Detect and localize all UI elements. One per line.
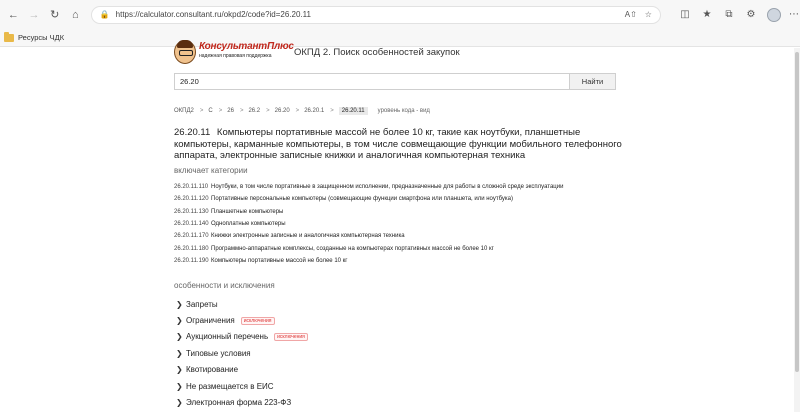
list-item[interactable] [174,181,604,193]
url-text: https://calculator.consultant.ru/okpd2/code?id=26.20.11 [115,10,311,19]
breadcrumb-item[interactable]: 26.2 [248,108,261,114]
category-name: Портативные персональные компьютеры (совмещающие функции смартфона или планшета, или ноутбука) [211,196,513,203]
favorite-star-icon[interactable]: ☆ [644,10,652,19]
scrollbar-thumb[interactable] [795,52,799,372]
code-heading [174,127,624,162]
lock-icon: 🔒 [99,10,110,19]
logo-mascot-icon [174,40,196,64]
search-bar [174,73,616,90]
chevron-right-icon: ❯ [176,398,183,408]
feature-item-electronic-223[interactable] [176,394,476,410]
breadcrumb [174,107,430,115]
category-name: Одноплатные компьютеры [211,221,286,228]
search-input[interactable] [175,74,569,89]
back-icon[interactable]: ← [7,8,19,21]
home-icon[interactable]: ⌂ [72,8,79,21]
extensions-icon[interactable]: ⚙ [746,9,756,20]
breadcrumb-current: 26.20.11 [339,107,368,115]
code-number: 26.20.11 [174,127,211,138]
chevron-right-icon: > [266,108,270,114]
exceptions-badge: исключения [274,333,308,341]
page-scrollbar[interactable] [794,48,800,412]
list-item[interactable] [174,255,604,267]
feature-label: Запреты [186,299,218,309]
breadcrumb-item[interactable]: 26 [227,108,234,114]
collections-icon[interactable]: ⧉ [725,9,733,20]
chevron-right-icon: > [199,108,204,114]
breadcrumb-item[interactable]: ОКПД2 [174,108,194,114]
folder-icon [4,34,14,42]
consultant-logo[interactable] [174,40,294,66]
code-description: Компьютеры портативные массой не более 10 кг, такие как ноутбуки, планшетные компьютеры, карманные компьютеры, в том числе совмещающие функции мобильного телефонного аппарата, электронные записные книжки и аналогичная компьютерная техника [174,127,622,161]
bookmark-folder[interactable] [4,33,64,42]
feature-label: Ограничения [186,316,235,326]
chevron-right-icon: ❯ [176,348,183,358]
feature-label: Типовые условия [186,348,251,358]
categories-list [174,181,604,267]
search-button[interactable]: Найти [569,74,615,89]
chevron-right-icon: > [218,108,223,114]
chevron-right-icon: ❯ [176,381,183,391]
forward-icon[interactable]: → [28,8,40,21]
chevron-right-icon: > [239,108,244,114]
chevron-right-icon: > [330,108,334,114]
chevron-right-icon: ❯ [176,332,183,342]
site-header [174,40,460,66]
feature-label: Электронная форма 223-ФЗ [186,398,292,408]
category-name: Ноутбуки, в том числе портативные в защищенном исполнении, предназначенные для работы в сложной среде эксплуатации [211,184,564,191]
list-item[interactable] [174,230,604,242]
category-code: 26.20.11.190 [174,257,209,264]
feature-item-not-in-eis[interactable] [176,378,476,394]
bookmarks-bar [0,29,800,47]
reload-icon[interactable]: ↻ [50,9,60,21]
category-name: Компьютеры портативные массой не более 10 кг [211,257,348,264]
list-item[interactable] [174,218,604,230]
breadcrumb-item[interactable]: 26.20.1 [304,108,325,114]
chevron-right-icon: > [295,108,300,114]
profile-avatar[interactable] [767,8,781,22]
read-aloud-icon[interactable]: A⇧ [624,10,637,19]
chevron-right-icon: ❯ [176,365,183,375]
category-code: 26.20.11.170 [174,233,209,240]
chevron-right-icon: ❯ [176,316,183,326]
list-item[interactable] [174,242,604,254]
breadcrumb-item[interactable]: С [208,108,213,114]
page-title: ОКПД 2. Поиск особенностей закупок [294,47,460,58]
browser-toolbar [0,0,800,29]
category-name: Программно-аппаратные комплексы, созданные на компьютерах портативных массой не более 10 кг [211,245,494,252]
categories-label: включает категории [174,166,248,175]
category-code: 26.20.11.120 [174,196,209,203]
category-code: 26.20.11.110 [174,184,209,191]
features-label: особенности и исключения [174,281,275,290]
bookmark-label: Ресурсы ЧДК [18,33,65,42]
feature-item-quotas[interactable] [176,362,476,378]
breadcrumb-item[interactable]: 26.20 [274,108,290,114]
category-name: Книжки электронные записные и аналогичная компьютерная техника [211,233,405,240]
code-level: уровень кода - вид [377,108,430,114]
favorites-icon[interactable]: ★ [702,9,712,20]
feature-item-zaprety[interactable] [176,296,476,312]
category-code: 26.20.11.130 [174,208,209,215]
category-code: 26.20.11.140 [174,221,209,228]
split-screen-icon[interactable]: ◫ [680,9,690,20]
more-menu-icon[interactable]: ⋯ [788,9,800,20]
feature-label: Аукционный перечень [186,332,269,342]
logo-title: КонсультантПлюс [199,41,294,52]
list-item[interactable] [174,206,604,218]
logo-subtitle: надежная правовая поддержка [199,53,272,59]
feature-label: Не размещается в ЕИС [186,381,274,391]
category-code: 26.20.11.180 [174,245,209,252]
category-name: Планшетные компьютеры [211,208,284,215]
features-list [176,296,476,411]
feature-label: Квотирование [186,365,239,375]
feature-item-auction-list[interactable] [176,329,476,345]
chevron-right-icon: ❯ [176,299,183,309]
address-bar[interactable] [91,6,661,24]
exceptions-badge: исключения [241,317,275,325]
list-item[interactable] [174,193,604,205]
feature-item-typical-terms[interactable] [176,345,476,361]
feature-item-ogranicheniya[interactable] [176,312,476,328]
